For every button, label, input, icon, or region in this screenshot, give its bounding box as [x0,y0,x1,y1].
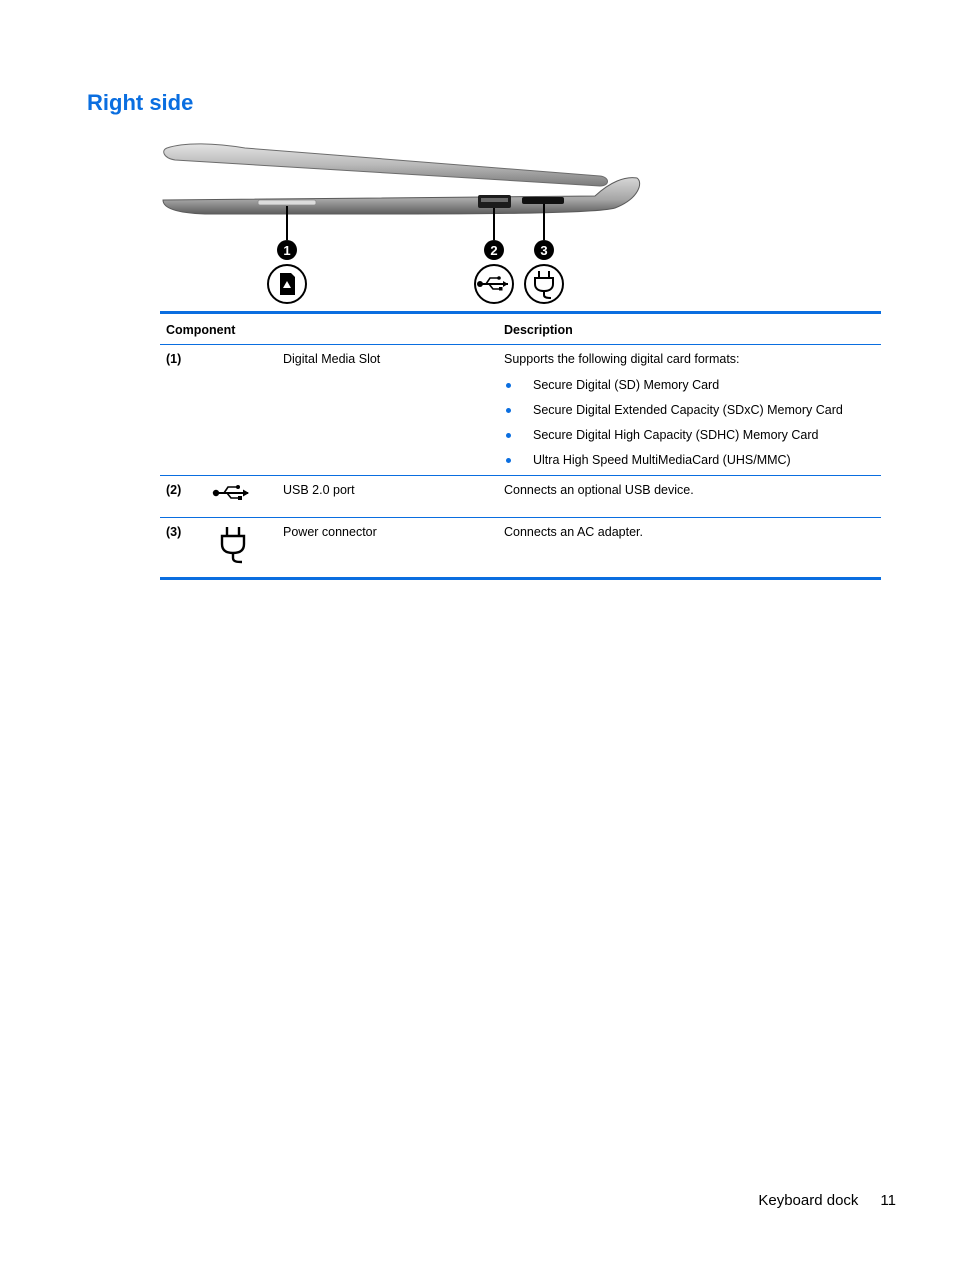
row-icon-cell [212,518,277,579]
component-name: Digital Media Slot [277,345,498,476]
svg-text:3: 3 [540,243,548,258]
card-format-list [504,378,875,467]
callout-1 [277,240,297,260]
description-text: Supports the following digital card formats: [504,352,740,366]
header-component: Component [160,313,498,345]
callout-3 [534,240,554,260]
row-icon-cell [212,345,277,476]
row-number: (3) [166,525,182,539]
header-description: Description [498,313,881,345]
power-plug-icon [212,556,252,570]
table-header-row [160,313,881,345]
row-number: (2) [160,476,212,518]
svg-text:1: 1 [283,243,291,258]
component-description: Connects an optional USB device. [498,476,881,518]
page-title: Right side [87,90,194,115]
component-description: Connects an AC adapter. [504,525,643,539]
page-number: 11 [880,1192,896,1209]
footer-section-title: Keyboard dock [758,1192,859,1209]
usb-icon [212,492,252,506]
list-item: Secure Digital High Capacity (SDHC) Memory Card [504,428,875,442]
table-row [160,518,881,579]
dock-lid [164,144,608,186]
component-name: USB 2.0 port [277,476,498,518]
component-description [498,345,881,476]
row-number: (1) [160,345,212,476]
component-name: Power connector [283,525,377,539]
svg-text:2: 2 [490,243,498,258]
usb-icon [475,265,513,303]
power-plug-icon [525,265,563,303]
list-item: Secure Digital Extended Capacity (SDxC) Memory Card [504,403,875,417]
page-footer [758,1192,896,1209]
sd-card-icon [268,265,306,303]
table-row [160,476,881,518]
list-item: Ultra High Speed MultiMediaCard (UHS/MMC) [504,453,875,467]
callout-2 [484,240,504,260]
keyboard-dock-illustration [155,138,655,308]
component-table [160,311,881,580]
row-icon-cell [212,476,277,518]
table-row [160,345,881,476]
list-item: Secure Digital (SD) Memory Card [504,378,875,392]
